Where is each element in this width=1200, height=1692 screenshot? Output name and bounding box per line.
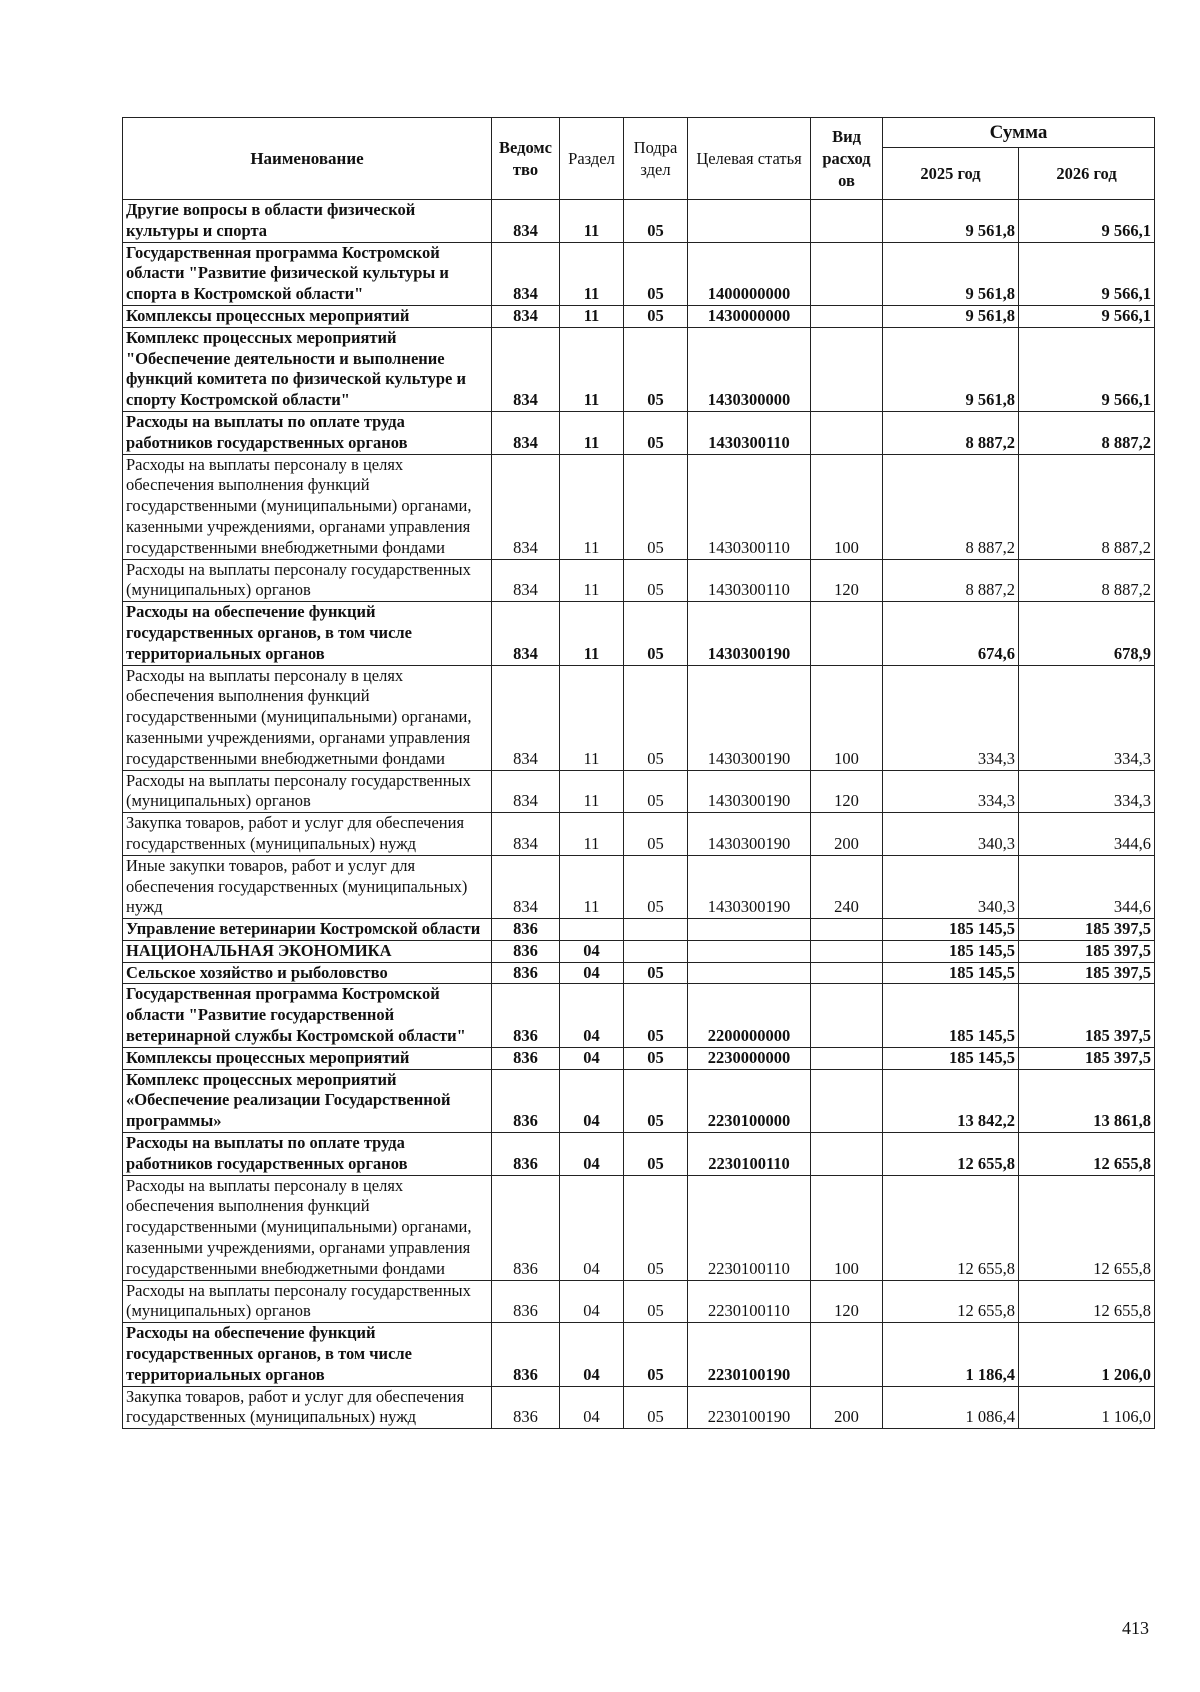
row-exp-type (811, 1323, 883, 1386)
row-name: Комплекс процессных мероприятий «Обеспечение реализации Государственной программы» (123, 1069, 492, 1132)
row-sum-2025: 674,6 (883, 602, 1019, 665)
row-dept: 834 (492, 305, 560, 327)
row-sum-2026: 12 655,8 (1019, 1133, 1155, 1176)
row-sum-2025: 12 655,8 (883, 1175, 1019, 1280)
row-name: Расходы на выплаты по оплате труда работников государственных органов (123, 411, 492, 454)
row-exp-type (811, 919, 883, 941)
row-sum-2025: 13 842,2 (883, 1069, 1019, 1132)
row-name: Другие вопросы в области физической культуры и спорта (123, 200, 492, 243)
row-subsection: 05 (624, 855, 688, 918)
row-sum-2026: 8 887,2 (1019, 559, 1155, 602)
row-name: Расходы на выплаты персоналу в целях обеспечения выполнения функций государственными (муниципальными) органами, казенными учреждениями, органами управления государственными внебюджетными фондами (123, 665, 492, 770)
row-dept: 834 (492, 602, 560, 665)
row-subsection: 05 (624, 665, 688, 770)
row-subsection: 05 (624, 1069, 688, 1132)
row-section: 04 (560, 1386, 624, 1429)
row-sum-2025: 1 086,4 (883, 1386, 1019, 1429)
row-subsection: 05 (624, 1133, 688, 1176)
row-dept: 834 (492, 855, 560, 918)
row-sum-2026: 13 861,8 (1019, 1069, 1155, 1132)
table-row (123, 602, 1155, 665)
row-subsection: 05 (624, 454, 688, 559)
row-sum-2025: 9 561,8 (883, 327, 1019, 411)
row-sum-2026: 185 397,5 (1019, 919, 1155, 941)
row-section: 04 (560, 940, 624, 962)
table-row (123, 305, 1155, 327)
row-exp-type (811, 984, 883, 1047)
row-target: 2200000000 (688, 984, 811, 1047)
row-section: 11 (560, 454, 624, 559)
row-target: 2230100110 (688, 1280, 811, 1323)
row-dept: 836 (492, 1069, 560, 1132)
row-name: Государственная программа Костромской области "Развитие государственной ветеринарной службы Костромской области" (123, 984, 492, 1047)
row-name: Расходы на выплаты персоналу в целях обеспечения выполнения функций государственными (муниципальными) органами, казенными учреждениями, органами управления государственными внебюджетными фондами (123, 454, 492, 559)
table-row (123, 770, 1155, 813)
row-dept: 834 (492, 242, 560, 305)
row-exp-type (811, 1047, 883, 1069)
row-target: 1430300110 (688, 411, 811, 454)
row-section: 11 (560, 813, 624, 856)
row-dept: 836 (492, 1323, 560, 1386)
row-sum-2025: 185 145,5 (883, 984, 1019, 1047)
row-target: 1430300110 (688, 559, 811, 602)
row-exp-type (811, 411, 883, 454)
row-name: Комплекс процессных мероприятий "Обеспечение деятельности и выполнение функций комитета по физической культуре и спорту Костромской области" (123, 327, 492, 411)
row-subsection: 05 (624, 559, 688, 602)
row-subsection: 05 (624, 602, 688, 665)
row-exp-type: 240 (811, 855, 883, 918)
row-name: Расходы на выплаты персоналу в целях обеспечения выполнения функций государственными (муниципальными) органами, казенными учреждениями, органами управления государственными внебюджетными фондами (123, 1175, 492, 1280)
row-name: Расходы на обеспечение функций государственных органов, в том числе территориальных органов (123, 1323, 492, 1386)
row-sum-2026: 8 887,2 (1019, 454, 1155, 559)
row-dept: 836 (492, 919, 560, 941)
row-dept: 836 (492, 1280, 560, 1323)
row-section: 11 (560, 305, 624, 327)
row-section: 11 (560, 411, 624, 454)
row-name: Комплексы процессных мероприятий (123, 1047, 492, 1069)
row-sum-2025: 8 887,2 (883, 559, 1019, 602)
table-row (123, 1280, 1155, 1323)
header-year-2025: 2025 год (883, 148, 1019, 200)
row-dept: 834 (492, 411, 560, 454)
row-sum-2026: 12 655,8 (1019, 1175, 1155, 1280)
row-section: 04 (560, 1047, 624, 1069)
row-sum-2026: 344,6 (1019, 813, 1155, 856)
row-sum-2025: 340,3 (883, 813, 1019, 856)
row-subsection (624, 919, 688, 941)
row-exp-type (811, 305, 883, 327)
row-dept: 834 (492, 665, 560, 770)
row-subsection: 05 (624, 1047, 688, 1069)
row-exp-type (811, 962, 883, 984)
row-sum-2026: 334,3 (1019, 665, 1155, 770)
table-row (123, 200, 1155, 243)
row-subsection: 05 (624, 411, 688, 454)
row-sum-2026: 9 566,1 (1019, 327, 1155, 411)
row-target: 1430300190 (688, 602, 811, 665)
table-row (123, 1133, 1155, 1176)
row-section: 11 (560, 665, 624, 770)
row-dept: 836 (492, 940, 560, 962)
row-target: 2230100000 (688, 1069, 811, 1132)
header-dept: Ведомс тво (492, 118, 560, 200)
row-dept: 836 (492, 984, 560, 1047)
row-name: Сельское хозяйство и рыболовство (123, 962, 492, 984)
row-sum-2026: 185 397,5 (1019, 962, 1155, 984)
row-exp-type (811, 940, 883, 962)
row-target: 2230000000 (688, 1047, 811, 1069)
row-exp-type (811, 1069, 883, 1132)
row-subsection: 05 (624, 1280, 688, 1323)
row-sum-2025: 9 561,8 (883, 305, 1019, 327)
row-target: 2230100110 (688, 1175, 811, 1280)
row-section: 11 (560, 327, 624, 411)
row-section: 11 (560, 602, 624, 665)
row-subsection: 05 (624, 813, 688, 856)
header-exp-type: Вид расход ов (811, 118, 883, 200)
table-row (123, 813, 1155, 856)
row-exp-type (811, 602, 883, 665)
table-row (123, 1047, 1155, 1069)
row-sum-2026: 185 397,5 (1019, 984, 1155, 1047)
row-sum-2025: 8 887,2 (883, 411, 1019, 454)
row-sum-2025: 334,3 (883, 770, 1019, 813)
row-sum-2025: 334,3 (883, 665, 1019, 770)
table-row (123, 411, 1155, 454)
row-subsection (624, 940, 688, 962)
row-section: 04 (560, 1069, 624, 1132)
row-dept: 834 (492, 454, 560, 559)
row-target: 1430300110 (688, 454, 811, 559)
header-section: Раздел (560, 118, 624, 200)
row-name: Комплексы процессных мероприятий (123, 305, 492, 327)
row-target (688, 200, 811, 243)
row-section: 04 (560, 1175, 624, 1280)
row-exp-type (811, 242, 883, 305)
row-section: 04 (560, 1280, 624, 1323)
row-subsection: 05 (624, 305, 688, 327)
row-exp-type: 200 (811, 1386, 883, 1429)
row-target: 2230100190 (688, 1386, 811, 1429)
row-sum-2025: 185 145,5 (883, 962, 1019, 984)
row-section: 11 (560, 242, 624, 305)
row-sum-2026: 185 397,5 (1019, 1047, 1155, 1069)
row-subsection: 05 (624, 962, 688, 984)
row-name: Управление ветеринарии Костромской области (123, 919, 492, 941)
row-name: Расходы на выплаты персоналу государственных (муниципальных) органов (123, 770, 492, 813)
row-dept: 836 (492, 1047, 560, 1069)
row-dept: 836 (492, 962, 560, 984)
table-row (123, 962, 1155, 984)
table-row (123, 1386, 1155, 1429)
row-section: 11 (560, 770, 624, 813)
table-body (123, 200, 1155, 1429)
row-sum-2026: 9 566,1 (1019, 242, 1155, 305)
row-section: 11 (560, 855, 624, 918)
row-sum-2025: 340,3 (883, 855, 1019, 918)
row-section: 04 (560, 984, 624, 1047)
row-name: Иные закупки товаров, работ и услуг для обеспечения государственных (муниципальных) нужд (123, 855, 492, 918)
table-row (123, 454, 1155, 559)
row-subsection: 05 (624, 770, 688, 813)
row-exp-type: 120 (811, 559, 883, 602)
row-target (688, 940, 811, 962)
row-target (688, 919, 811, 941)
row-dept: 836 (492, 1133, 560, 1176)
row-exp-type: 100 (811, 665, 883, 770)
row-sum-2025: 9 561,8 (883, 200, 1019, 243)
table-row (123, 327, 1155, 411)
row-exp-type: 100 (811, 454, 883, 559)
row-target: 2230100110 (688, 1133, 811, 1176)
row-target: 1430300190 (688, 770, 811, 813)
row-subsection: 05 (624, 984, 688, 1047)
row-name: Закупка товаров, работ и услуг для обеспечения государственных (муниципальных) нужд (123, 1386, 492, 1429)
row-target: 1400000000 (688, 242, 811, 305)
table-row (123, 919, 1155, 941)
row-dept: 834 (492, 770, 560, 813)
row-section: 04 (560, 1133, 624, 1176)
table-row (123, 559, 1155, 602)
row-dept: 834 (492, 813, 560, 856)
row-exp-type (811, 327, 883, 411)
row-sum-2025: 9 561,8 (883, 242, 1019, 305)
table-row (123, 1323, 1155, 1386)
row-sum-2025: 185 145,5 (883, 940, 1019, 962)
header-target: Целевая статья (688, 118, 811, 200)
row-sum-2026: 678,9 (1019, 602, 1155, 665)
header-year-2026: 2026 год (1019, 148, 1155, 200)
row-sum-2026: 344,6 (1019, 855, 1155, 918)
table-row (123, 984, 1155, 1047)
row-sum-2025: 1 186,4 (883, 1323, 1019, 1386)
row-exp-type: 100 (811, 1175, 883, 1280)
row-section: 11 (560, 200, 624, 243)
row-sum-2026: 1 106,0 (1019, 1386, 1155, 1429)
row-sum-2026: 9 566,1 (1019, 305, 1155, 327)
row-section: 04 (560, 962, 624, 984)
row-name: Государственная программа Костромской области "Развитие физической культуры и спорта в Костромской области" (123, 242, 492, 305)
row-section: 04 (560, 1323, 624, 1386)
table-row (123, 1069, 1155, 1132)
row-target: 1430300000 (688, 327, 811, 411)
header-sum: Сумма (883, 118, 1155, 148)
row-target (688, 962, 811, 984)
table-row (123, 940, 1155, 962)
row-sum-2026: 1 206,0 (1019, 1323, 1155, 1386)
row-dept: 834 (492, 559, 560, 602)
row-target: 1430300190 (688, 855, 811, 918)
row-subsection: 05 (624, 1175, 688, 1280)
row-target: 2230100190 (688, 1323, 811, 1386)
row-sum-2026: 185 397,5 (1019, 940, 1155, 962)
header-subsection: Подра здел (624, 118, 688, 200)
row-name: Расходы на выплаты персоналу государственных (муниципальных) органов (123, 559, 492, 602)
row-name: Закупка товаров, работ и услуг для обеспечения государственных (муниципальных) нужд (123, 813, 492, 856)
row-subsection: 05 (624, 1323, 688, 1386)
row-target: 1430300190 (688, 665, 811, 770)
row-name: Расходы на выплаты персоналу государственных (муниципальных) органов (123, 1280, 492, 1323)
row-dept: 836 (492, 1386, 560, 1429)
page-number: 413 (1122, 1618, 1149, 1638)
row-sum-2026: 334,3 (1019, 770, 1155, 813)
row-name: Расходы на выплаты по оплате труда работников государственных органов (123, 1133, 492, 1176)
row-dept: 834 (492, 200, 560, 243)
row-exp-type: 120 (811, 1280, 883, 1323)
table-row (123, 242, 1155, 305)
row-name: Расходы на обеспечение функций государственных органов, в том числе территориальных органов (123, 602, 492, 665)
row-name: НАЦИОНАЛЬНАЯ ЭКОНОМИКА (123, 940, 492, 962)
row-exp-type: 120 (811, 770, 883, 813)
row-exp-type (811, 200, 883, 243)
row-sum-2025: 185 145,5 (883, 1047, 1019, 1069)
row-sum-2026: 8 887,2 (1019, 411, 1155, 454)
budget-table (122, 117, 1155, 1429)
row-sum-2026: 12 655,8 (1019, 1280, 1155, 1323)
row-exp-type (811, 1133, 883, 1176)
table-row (123, 855, 1155, 918)
table-row (123, 1175, 1155, 1280)
row-section (560, 919, 624, 941)
row-dept: 836 (492, 1175, 560, 1280)
header-name: Наименование (123, 118, 492, 200)
row-subsection: 05 (624, 200, 688, 243)
row-exp-type: 200 (811, 813, 883, 856)
row-sum-2025: 12 655,8 (883, 1133, 1019, 1176)
row-sum-2025: 8 887,2 (883, 454, 1019, 559)
table-row (123, 665, 1155, 770)
row-subsection: 05 (624, 327, 688, 411)
row-subsection: 05 (624, 242, 688, 305)
row-target: 1430300190 (688, 813, 811, 856)
row-sum-2025: 185 145,5 (883, 919, 1019, 941)
row-target: 1430000000 (688, 305, 811, 327)
row-sum-2026: 9 566,1 (1019, 200, 1155, 243)
row-section: 11 (560, 559, 624, 602)
row-sum-2025: 12 655,8 (883, 1280, 1019, 1323)
row-subsection: 05 (624, 1386, 688, 1429)
row-dept: 834 (492, 327, 560, 411)
